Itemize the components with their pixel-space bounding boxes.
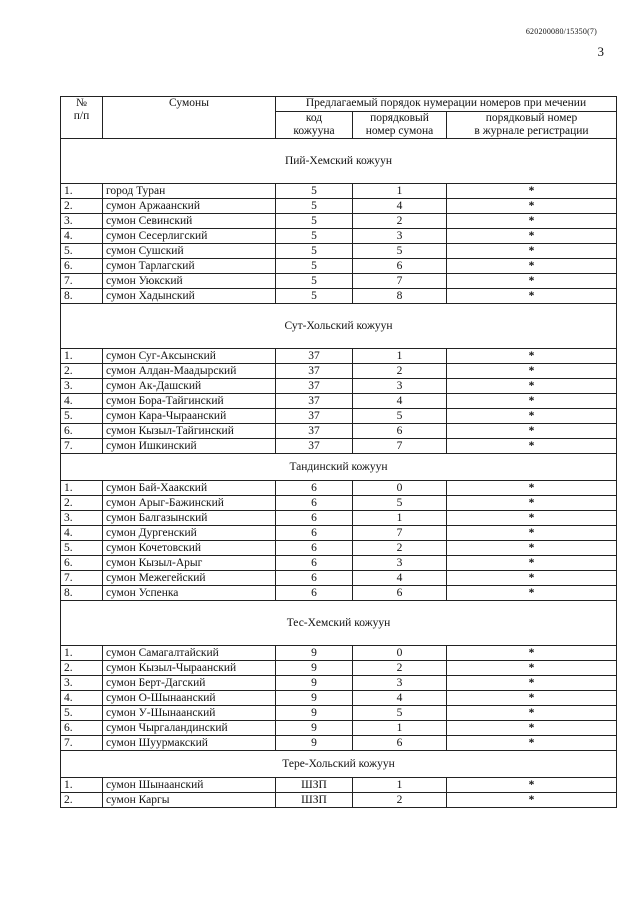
district-code: 6 xyxy=(276,541,353,556)
sumon-name: сумон Кызыл-Чыраанский xyxy=(103,661,276,676)
journal-number: * xyxy=(447,244,617,259)
sumon-order: 1 xyxy=(353,184,447,199)
row-number: 3. xyxy=(61,379,103,394)
row-number: 6. xyxy=(61,424,103,439)
district-code: 6 xyxy=(276,586,353,601)
header-code xyxy=(276,112,353,139)
sumon-name: сумон Берт-Дагский xyxy=(103,676,276,691)
sumon-order: 1 xyxy=(353,349,447,364)
table-row xyxy=(61,706,617,721)
district-code: 5 xyxy=(276,259,353,274)
sumon-order: 5 xyxy=(353,244,447,259)
row-number: 8. xyxy=(61,289,103,304)
row-number: 4. xyxy=(61,526,103,541)
sumon-order: 2 xyxy=(353,661,447,676)
table-row xyxy=(61,556,617,571)
sumon-name: сумон Сесерлигский xyxy=(103,229,276,244)
row-number: 1. xyxy=(61,184,103,199)
numbering-table xyxy=(60,96,617,808)
district-code: 37 xyxy=(276,379,353,394)
table-row xyxy=(61,541,617,556)
journal-number: * xyxy=(447,229,617,244)
district-code: 37 xyxy=(276,349,353,364)
journal-number: * xyxy=(447,571,617,586)
district-code: 5 xyxy=(276,289,353,304)
sumon-name: сумон Хадынский xyxy=(103,289,276,304)
header-group: Предлагаемый порядок нумерации номеров при мечении xyxy=(276,97,617,112)
district-code: 9 xyxy=(276,721,353,736)
journal-number: * xyxy=(447,526,617,541)
district-code: 5 xyxy=(276,184,353,199)
table-row xyxy=(61,424,617,439)
district-code: 37 xyxy=(276,424,353,439)
table-row xyxy=(61,199,617,214)
sumon-order: 2 xyxy=(353,541,447,556)
sumon-order: 3 xyxy=(353,379,447,394)
row-number: 7. xyxy=(61,571,103,586)
row-number: 2. xyxy=(61,199,103,214)
sumon-order: 6 xyxy=(353,586,447,601)
row-number: 2. xyxy=(61,793,103,808)
sumon-name: сумон Межегейский xyxy=(103,571,276,586)
district-code: 5 xyxy=(276,214,353,229)
district-code: 9 xyxy=(276,661,353,676)
journal-number: * xyxy=(447,259,617,274)
row-number: 5. xyxy=(61,541,103,556)
sumon-name: сумон Бай-Хаакский xyxy=(103,481,276,496)
sumon-order: 5 xyxy=(353,706,447,721)
sumon-order: 7 xyxy=(353,439,447,454)
sumon-name: сумон Севинский xyxy=(103,214,276,229)
journal-number: * xyxy=(447,556,617,571)
document-id: 620200080/15350(7) xyxy=(525,27,597,36)
district-code: ШЗП xyxy=(276,778,353,793)
row-number: 2. xyxy=(61,496,103,511)
district-code: 6 xyxy=(276,526,353,541)
journal-number: * xyxy=(447,364,617,379)
table-row xyxy=(61,511,617,526)
journal-number: * xyxy=(447,481,617,496)
header-sumon: Сумоны xyxy=(103,97,276,139)
numbering-table-container xyxy=(60,96,616,808)
sumon-name: сумон Тарлагский xyxy=(103,259,276,274)
row-number: 5. xyxy=(61,706,103,721)
table-row xyxy=(61,244,617,259)
sumon-name: сумон О-Шынаанский xyxy=(103,691,276,706)
sumon-order: 4 xyxy=(353,199,447,214)
row-number: 1. xyxy=(61,349,103,364)
sumon-order: 2 xyxy=(353,364,447,379)
row-number: 4. xyxy=(61,394,103,409)
table-row xyxy=(61,229,617,244)
district-code: 6 xyxy=(276,481,353,496)
row-number: 3. xyxy=(61,676,103,691)
journal-number: * xyxy=(447,424,617,439)
sumon-name: сумон Уюкский xyxy=(103,274,276,289)
table-row xyxy=(61,409,617,424)
row-number: 3. xyxy=(61,214,103,229)
section-title: Пий-Хемский кожуун xyxy=(61,139,617,184)
sumon-order: 7 xyxy=(353,274,447,289)
row-number: 2. xyxy=(61,661,103,676)
sumon-order: 1 xyxy=(353,511,447,526)
section-header xyxy=(61,751,617,778)
row-number: 7. xyxy=(61,736,103,751)
page-number: 3 xyxy=(597,44,604,59)
section-title: Тере-Хольский кожуун xyxy=(61,751,617,778)
header-journal xyxy=(447,112,617,139)
district-code: 5 xyxy=(276,274,353,289)
section-title: Сут-Хольский кожуун xyxy=(61,304,617,349)
sumon-order: 3 xyxy=(353,676,447,691)
sumon-order: 4 xyxy=(353,691,447,706)
journal-number: * xyxy=(447,541,617,556)
district-code: 37 xyxy=(276,364,353,379)
sumon-order: 1 xyxy=(353,778,447,793)
sumon-name: город Туран xyxy=(103,184,276,199)
district-code: 5 xyxy=(276,229,353,244)
sumon-order: 2 xyxy=(353,793,447,808)
header-journal-label: порядковый номер в журнале регистрации xyxy=(474,112,589,137)
table-row xyxy=(61,184,617,199)
sumon-name: сумон Кочетовский xyxy=(103,541,276,556)
table-row xyxy=(61,481,617,496)
sumon-name: сумон Кызыл-Тайгинский xyxy=(103,424,276,439)
sumon-order: 5 xyxy=(353,409,447,424)
sumon-order: 6 xyxy=(353,424,447,439)
section-header xyxy=(61,304,617,349)
table-row xyxy=(61,778,617,793)
sumon-order: 0 xyxy=(353,481,447,496)
sumon-name: сумон Шуурмакский xyxy=(103,736,276,751)
sumon-name: сумон Дургенский xyxy=(103,526,276,541)
row-number: 1. xyxy=(61,481,103,496)
sumon-name: сумон У-Шынаанский xyxy=(103,706,276,721)
header-code-label: код кожууна xyxy=(293,112,335,137)
sumon-order: 8 xyxy=(353,289,447,304)
district-code: 9 xyxy=(276,706,353,721)
sumon-order: 3 xyxy=(353,556,447,571)
sumon-name: сумон Шынаанский xyxy=(103,778,276,793)
section-header xyxy=(61,454,617,481)
journal-number: * xyxy=(447,394,617,409)
sumon-name: сумон Кара-Чыраанский xyxy=(103,409,276,424)
sumon-name: сумон Чыргаландинский xyxy=(103,721,276,736)
table-row xyxy=(61,259,617,274)
row-number: 4. xyxy=(61,691,103,706)
district-code: 37 xyxy=(276,409,353,424)
sumon-order: 4 xyxy=(353,394,447,409)
sumon-name: сумон Суг-Аксынский xyxy=(103,349,276,364)
journal-number: * xyxy=(447,646,617,661)
sumon-order: 4 xyxy=(353,571,447,586)
sumon-order: 6 xyxy=(353,736,447,751)
table-row xyxy=(61,571,617,586)
journal-number: * xyxy=(447,379,617,394)
district-code: 9 xyxy=(276,646,353,661)
sumon-name: сумон Балгазынский xyxy=(103,511,276,526)
header-order-label: порядковый номер сумона xyxy=(365,112,434,137)
journal-number: * xyxy=(447,289,617,304)
district-code: 5 xyxy=(276,199,353,214)
journal-number: * xyxy=(447,349,617,364)
row-number: 1. xyxy=(61,646,103,661)
journal-number: * xyxy=(447,511,617,526)
table-row xyxy=(61,736,617,751)
sumon-order: 0 xyxy=(353,646,447,661)
journal-number: * xyxy=(447,721,617,736)
sumon-name: сумон Аржаанский xyxy=(103,199,276,214)
journal-number: * xyxy=(447,793,617,808)
table-row xyxy=(61,586,617,601)
district-code: 6 xyxy=(276,571,353,586)
district-code: 9 xyxy=(276,676,353,691)
table-row xyxy=(61,676,617,691)
header-num-label: № п/п xyxy=(73,97,90,122)
table-row xyxy=(61,439,617,454)
journal-number: * xyxy=(447,706,617,721)
row-number: 5. xyxy=(61,409,103,424)
row-number: 3. xyxy=(61,511,103,526)
table-row xyxy=(61,289,617,304)
sumon-name: сумон Успенка xyxy=(103,586,276,601)
sumon-name: сумон Самагалтайский xyxy=(103,646,276,661)
table-row xyxy=(61,394,617,409)
district-code: 6 xyxy=(276,511,353,526)
district-code: 6 xyxy=(276,496,353,511)
table-body xyxy=(61,97,617,808)
table-row xyxy=(61,379,617,394)
header-num xyxy=(61,97,103,139)
row-number: 1. xyxy=(61,778,103,793)
journal-number: * xyxy=(447,274,617,289)
table-row xyxy=(61,364,617,379)
sumon-name: сумон Сушский xyxy=(103,244,276,259)
journal-number: * xyxy=(447,214,617,229)
district-code: 37 xyxy=(276,394,353,409)
row-number: 8. xyxy=(61,586,103,601)
district-code: ШЗП xyxy=(276,793,353,808)
table-row xyxy=(61,526,617,541)
journal-number: * xyxy=(447,676,617,691)
journal-number: * xyxy=(447,778,617,793)
row-number: 6. xyxy=(61,259,103,274)
sumon-order: 1 xyxy=(353,721,447,736)
section-title: Тандинский кожуун xyxy=(61,454,617,481)
sumon-name: сумон Бора-Тайгинский xyxy=(103,394,276,409)
table-row xyxy=(61,274,617,289)
journal-number: * xyxy=(447,199,617,214)
district-code: 9 xyxy=(276,736,353,751)
sumon-name: сумон Ак-Дашский xyxy=(103,379,276,394)
section-title: Тес-Хемский кожуун xyxy=(61,601,617,646)
row-number: 6. xyxy=(61,556,103,571)
journal-number: * xyxy=(447,439,617,454)
table-row xyxy=(61,793,617,808)
row-number: 5. xyxy=(61,244,103,259)
sumon-name: сумон Алдан-Маадырский xyxy=(103,364,276,379)
district-code: 9 xyxy=(276,691,353,706)
journal-number: * xyxy=(447,409,617,424)
sumon-order: 5 xyxy=(353,496,447,511)
table-row xyxy=(61,496,617,511)
table-row xyxy=(61,691,617,706)
header-order xyxy=(353,112,447,139)
district-code: 37 xyxy=(276,439,353,454)
journal-number: * xyxy=(447,184,617,199)
district-code: 6 xyxy=(276,556,353,571)
row-number: 4. xyxy=(61,229,103,244)
sumon-order: 2 xyxy=(353,214,447,229)
section-header xyxy=(61,601,617,646)
sumon-name: сумон Каргы xyxy=(103,793,276,808)
table-row xyxy=(61,349,617,364)
sumon-order: 7 xyxy=(353,526,447,541)
table-row xyxy=(61,721,617,736)
table-row xyxy=(61,214,617,229)
section-header xyxy=(61,139,617,184)
district-code: 5 xyxy=(276,244,353,259)
row-number: 2. xyxy=(61,364,103,379)
journal-number: * xyxy=(447,496,617,511)
table-row xyxy=(61,661,617,676)
row-number: 6. xyxy=(61,721,103,736)
sumon-name: сумон Арыг-Бажинский xyxy=(103,496,276,511)
sumon-order: 6 xyxy=(353,259,447,274)
sumon-order: 3 xyxy=(353,229,447,244)
row-number: 7. xyxy=(61,439,103,454)
sumon-name: сумон Кызыл-Арыг xyxy=(103,556,276,571)
journal-number: * xyxy=(447,736,617,751)
header-row-1 xyxy=(61,97,617,112)
row-number: 7. xyxy=(61,274,103,289)
journal-number: * xyxy=(447,691,617,706)
table-row xyxy=(61,646,617,661)
journal-number: * xyxy=(447,586,617,601)
sumon-name: сумон Ишкинский xyxy=(103,439,276,454)
journal-number: * xyxy=(447,661,617,676)
